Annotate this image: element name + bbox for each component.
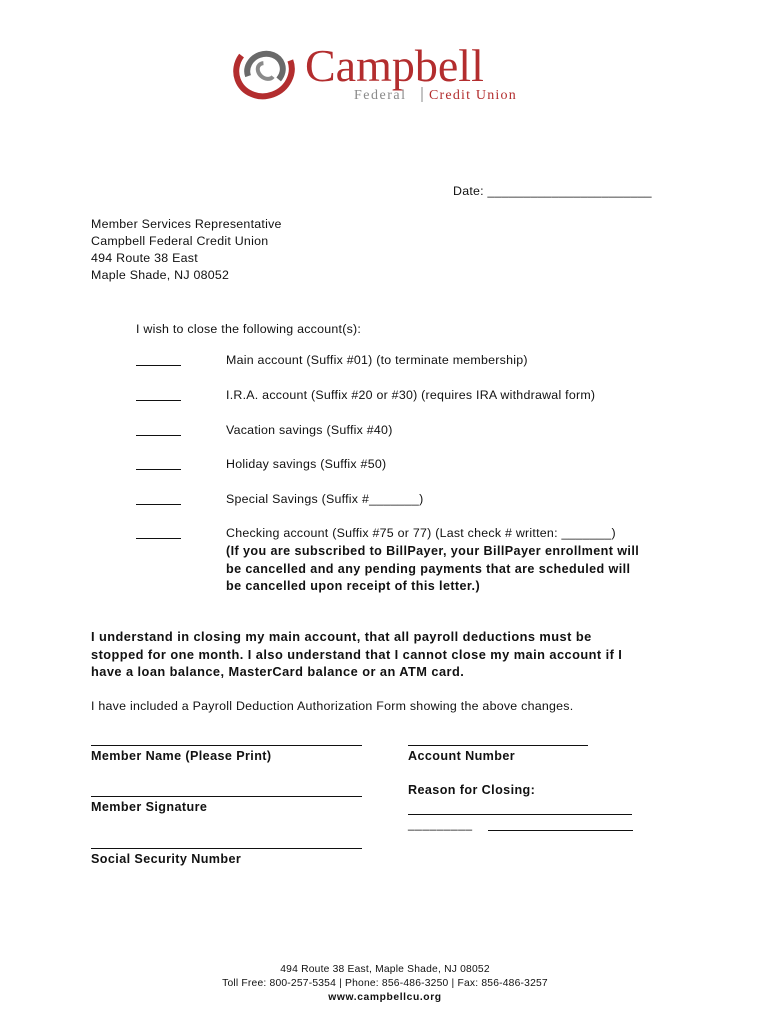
footer-contact: Toll Free: 800-257-5354 | Phone: 856-486-3250 | Fax: 856-486-3257 [222, 978, 548, 989]
reason-label: Reason for Closing: [408, 783, 536, 797]
member-signature-line[interactable] [91, 796, 362, 797]
swirl-logo-icon [232, 36, 299, 104]
account-option-ira [136, 387, 696, 404]
address-line: 494 Route 38 East [91, 251, 198, 265]
account-label: Vacation savings (Suffix #40) [226, 423, 393, 437]
account-blank-line[interactable] [136, 400, 181, 401]
account-label: Special Savings (Suffix #_______) [226, 492, 424, 506]
account-blank-line[interactable] [136, 538, 181, 539]
footer-website[interactable]: www.campbellcu.org [328, 992, 442, 1003]
statement-line: I understand in closing my main account, that all payroll deductions must be [91, 629, 592, 644]
account-option-vacation [136, 422, 696, 439]
reason-line-2[interactable] [488, 830, 633, 831]
account-blank-line[interactable] [136, 469, 181, 470]
account-option-checking [136, 525, 696, 542]
account-label: Main account (Suffix #01) (to terminate membership) [226, 353, 528, 367]
billpayer-line: be cancelled and any pending payments that are scheduled will [226, 561, 631, 576]
address-line: Campbell Federal Credit Union [91, 234, 269, 248]
date-field[interactable]: Date: _______________________ [453, 184, 652, 198]
member-signature-label: Member Signature [91, 800, 208, 814]
address-line: Maple Shade, NJ 08052 [91, 268, 230, 282]
footer [0, 963, 770, 1005]
campbell-logo [232, 36, 532, 106]
statement-line: have a loan balance, MasterCard balance or an ATM card. [91, 664, 465, 679]
account-number-line[interactable] [408, 745, 588, 746]
member-name-label: Member Name (Please Print) [91, 749, 272, 763]
account-option-special [136, 491, 696, 508]
account-blank-line[interactable] [136, 365, 181, 366]
account-label: I.R.A. account (Suffix #20 or #30) (requires IRA withdrawal form) [226, 388, 596, 402]
logo-name: Campbell [305, 40, 484, 91]
payroll-note: I have included a Payroll Deduction Authorization Form showing the above changes. [91, 699, 574, 713]
billpayer-note [226, 543, 639, 596]
billpayer-line: be cancelled upon receipt of this letter.) [226, 579, 481, 593]
recipient-address [91, 216, 282, 284]
member-name-line[interactable] [91, 745, 362, 746]
account-blank-line[interactable] [136, 435, 181, 436]
logo-credit-union: Credit Union [429, 88, 517, 103]
accounts-intro: I wish to close the following account(s): [136, 322, 362, 336]
account-blank-line[interactable] [136, 504, 181, 505]
ssn-label: Social Security Number [91, 852, 242, 866]
ssn-line[interactable] [91, 848, 362, 849]
account-label: Holiday savings (Suffix #50) [226, 457, 387, 471]
reason-line-2-prefix: _________ [408, 817, 473, 831]
account-number-label: Account Number [408, 749, 516, 763]
account-label: Checking account (Suffix #75 or 77) (Last check # written: _______) [226, 526, 616, 540]
account-option-holiday [136, 456, 696, 473]
reason-line-1[interactable] [408, 814, 632, 815]
address-line: Member Services Representative [91, 217, 282, 231]
footer-address: 494 Route 38 East, Maple Shade, NJ 08052 [280, 964, 490, 975]
statement-line: stopped for one month. I also understand that I cannot close my main account if I [91, 646, 623, 662]
billpayer-line: (If you are subscribed to BillPayer, your BillPayer enrollment will [226, 544, 640, 558]
account-option-main [136, 352, 696, 369]
understanding-statement [91, 628, 622, 681]
logo-federal: Federal [354, 88, 407, 103]
